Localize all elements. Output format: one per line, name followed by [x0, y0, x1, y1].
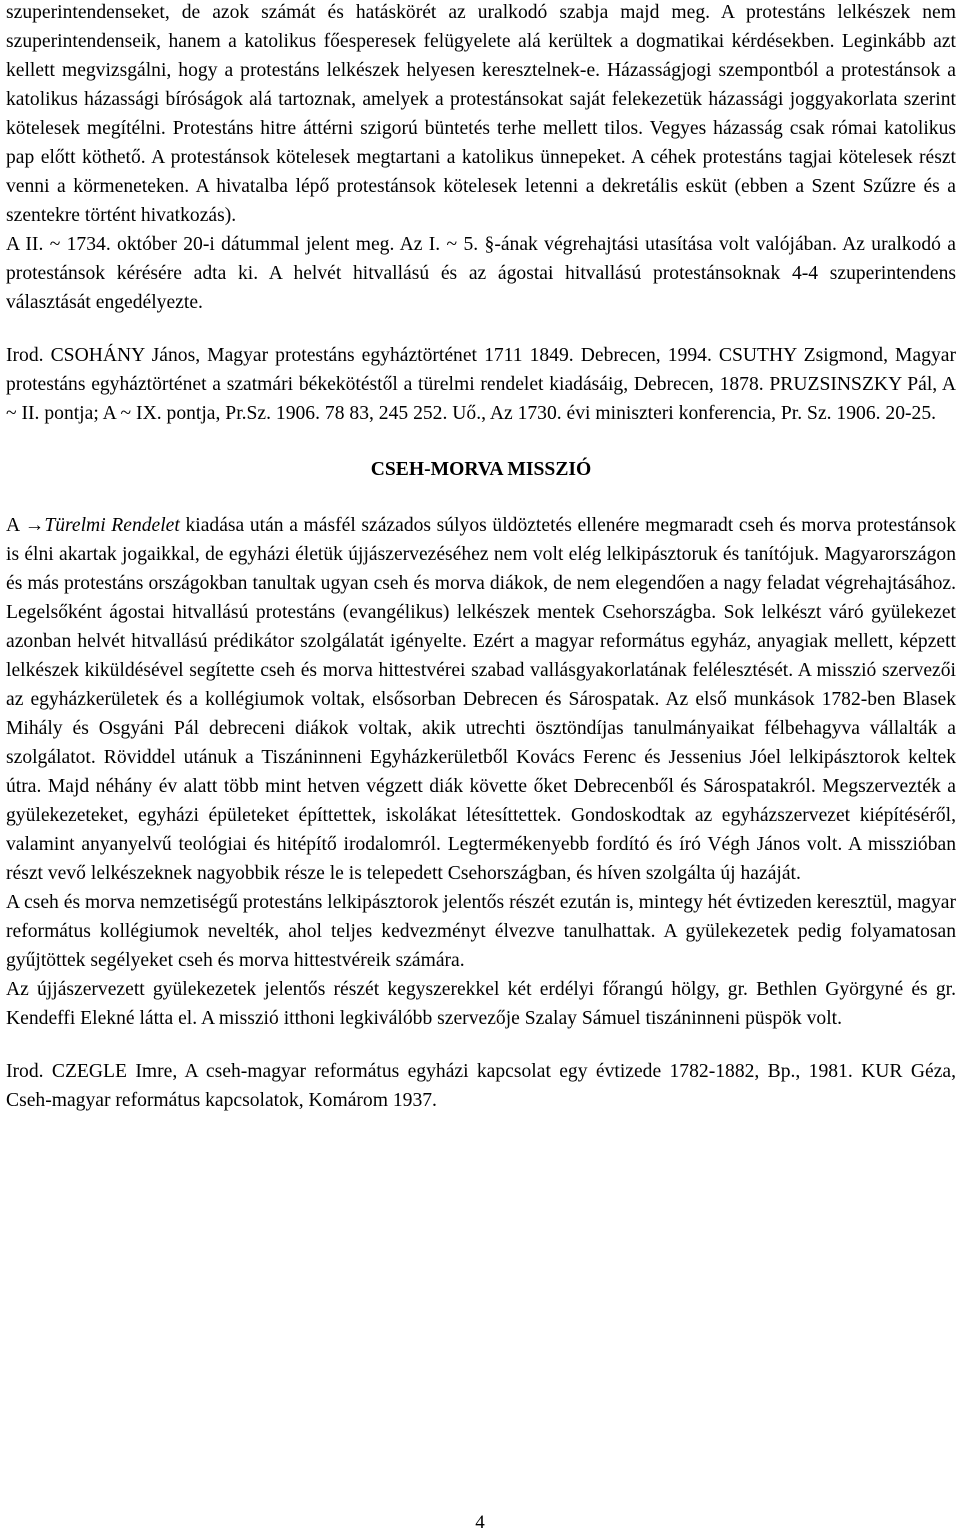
- section-heading: CSEH-MORVA MISSZIÓ: [370, 459, 592, 480]
- references-paragraph: Irod. CZEGLE Imre, A cseh-magyar református egyházi kapcsolat egy évtizede 1782-1882, Bp., 1981. KUR Géza, Cseh-magyar református kapcsolatok, Komárom 1937.: [6, 1061, 956, 1111]
- spacer: [6, 484, 956, 511]
- paragraph-lead: A →: [6, 515, 45, 536]
- page-number: 4: [475, 1512, 485, 1533]
- body-paragraph: A II. ~ 1734. október 20-i dátummal jelent meg. Az I. ~ 5. §-ának végrehajtási utasítása volt valójában. Az uralkodó a protestánsok kérésére adta ki. A helvét hitvallású és az ágostai hitvallású protestánsoknak 4-4 szuperintendens választását engedélyezte.: [6, 234, 956, 313]
- body-paragraph: A cseh és morva nemzetiségű protestáns lelkipásztorok jelentős részét ezután is, mintegy hét évtizeden keresztül, magyar református kollégiumok nevelték, ahol teljes kedvezményt élvezve tanulhattak. A gyülekezetek pedig folyamatosan gyűjtöttek segélyeket cseh és morva hittestvéreik számára.: [6, 892, 956, 971]
- spacer: [6, 428, 956, 455]
- paragraph-text: kiadása után a másfél százados súlyos üldöztetés ellenére megmaradt cseh és morva protestánsok is élni akartak jogaikkal, de egyházi életük újjászervezéséhez nem volt elég lelkipásztoruk és tanítójuk. Magyarországon és más protestáns országokban tanultak ugyan cseh és morva diákok, de nem elegendően a nagy feladat végrehajtásához. Legelsőként ágostai hitvallású protestáns (evangélikus) lelkészek mentek Csehországba. Sok lelkészt váró gyülekezet azonban helvét hitvallású prédikátor szolgálatát igényelte. Ezért a magyar református egyház, anyagiak mellett, képzett lelkészek kiküldésével segítette cseh és morva hittestvérei szabad vallásgyakorlatának felélesztését. A misszió szervezői az egyházkerületek és a kollégiumok voltak, elsősorban Debrecen és Sárospatak. Az első munkások 1782-ben Blasek Mihály és Osgyáni Pál debreceni diákok voltak, akik utrechti ösztöndíjas tanulmányaikat félbehagyva vállalták a szolgálatot. Röviddel utánuk a Tiszáninneni Egyházkerületből Kovács Ferenc és Jessenius Jóel lelkipásztorok keltek útra. Majd néhány év alatt több mint hetven végzett diák követte őket Debrecenből és Sárospatakról. Megszervezték a gyülekezeteket, egyházi épületeket építtettek, iskolákat létesíttettek. Gondoskodtak az egyházszervezet kiépítéséről, valamint anyanyelvű teológiai és hitépítő irodalomról. Legtermékenyebb fordító és író Végh János volt. A misszióban részt vevő lelkészeknek nagyobbik része le is telepedett Csehországban, és híven szolgálta új hazáját.: [6, 515, 957, 884]
- cross-reference-link[interactable]: Türelmi Rendelet: [44, 515, 180, 536]
- document-page: [6, 0, 956, 1115]
- spacer: [6, 1033, 956, 1057]
- body-paragraph: [6, 511, 956, 888]
- body-paragraph: Az újjászervezett gyülekezetek jelentős részét kegyszerekkel két erdélyi főrangú hölgy, gr. Bethlen Györgyné és gr. Kendeffi Elekné látta el. A misszió itthoni legkiválóbb szervezője Szalay Sámuel tiszáninneni püspök volt.: [6, 979, 956, 1029]
- spacer: [6, 317, 956, 341]
- body-paragraph: szuperintendenseket, de azok számát és hatáskörét az uralkodó szabja majd meg. A protestáns lelkészek nem szuperintendenseik, hanem a katolikus főesperesek felügyelete alá kerültek a dogmatikai kérdésekben. Leginkább azt kellett megvizsgálni, hogy a protestáns lelkészek helyesen keresztelnek-e. Házasságjogi szempontból a protestánsok a katolikus házassági bíróságok alá tartoznak, amelyek a protestánsokat saját felekezetük házassági joggyakorlata szerint kötelesek megítélni. Protestáns hitre áttérni szigorú büntetés terhe mellett tilos. Vegyes házasság csak római katolikus pap előtt köthető. A protestánsok kötelesek megtartani a katolikus ünnepeket. A céhek protestáns tagjai kötelesek részt venni a körmeneteken. A hivatalba lépő protestánsok kötelesek letenni a dekretális esküt (ebben a Szent Szűzre és a szentekre történt hivatkozás).: [6, 2, 956, 226]
- references-paragraph: Irod. CSOHÁNY János, Magyar protestáns egyháztörténet 1711 1849. Debrecen, 1994. CSUTHY Zsigmond, Magyar protestáns egyháztörténet a szatmári békekötéstől a türelmi rendelet kiadásáig, Debrecen, 1878. PRUZSINSZKY Pál, A ~ II. pontja; A ~ IX. pontja, Pr.Sz. 1906. 78 83, 245 252. Uő., Az 1730. évi miniszteri konferencia, Pr. Sz. 1906. 20-25.: [6, 345, 956, 424]
